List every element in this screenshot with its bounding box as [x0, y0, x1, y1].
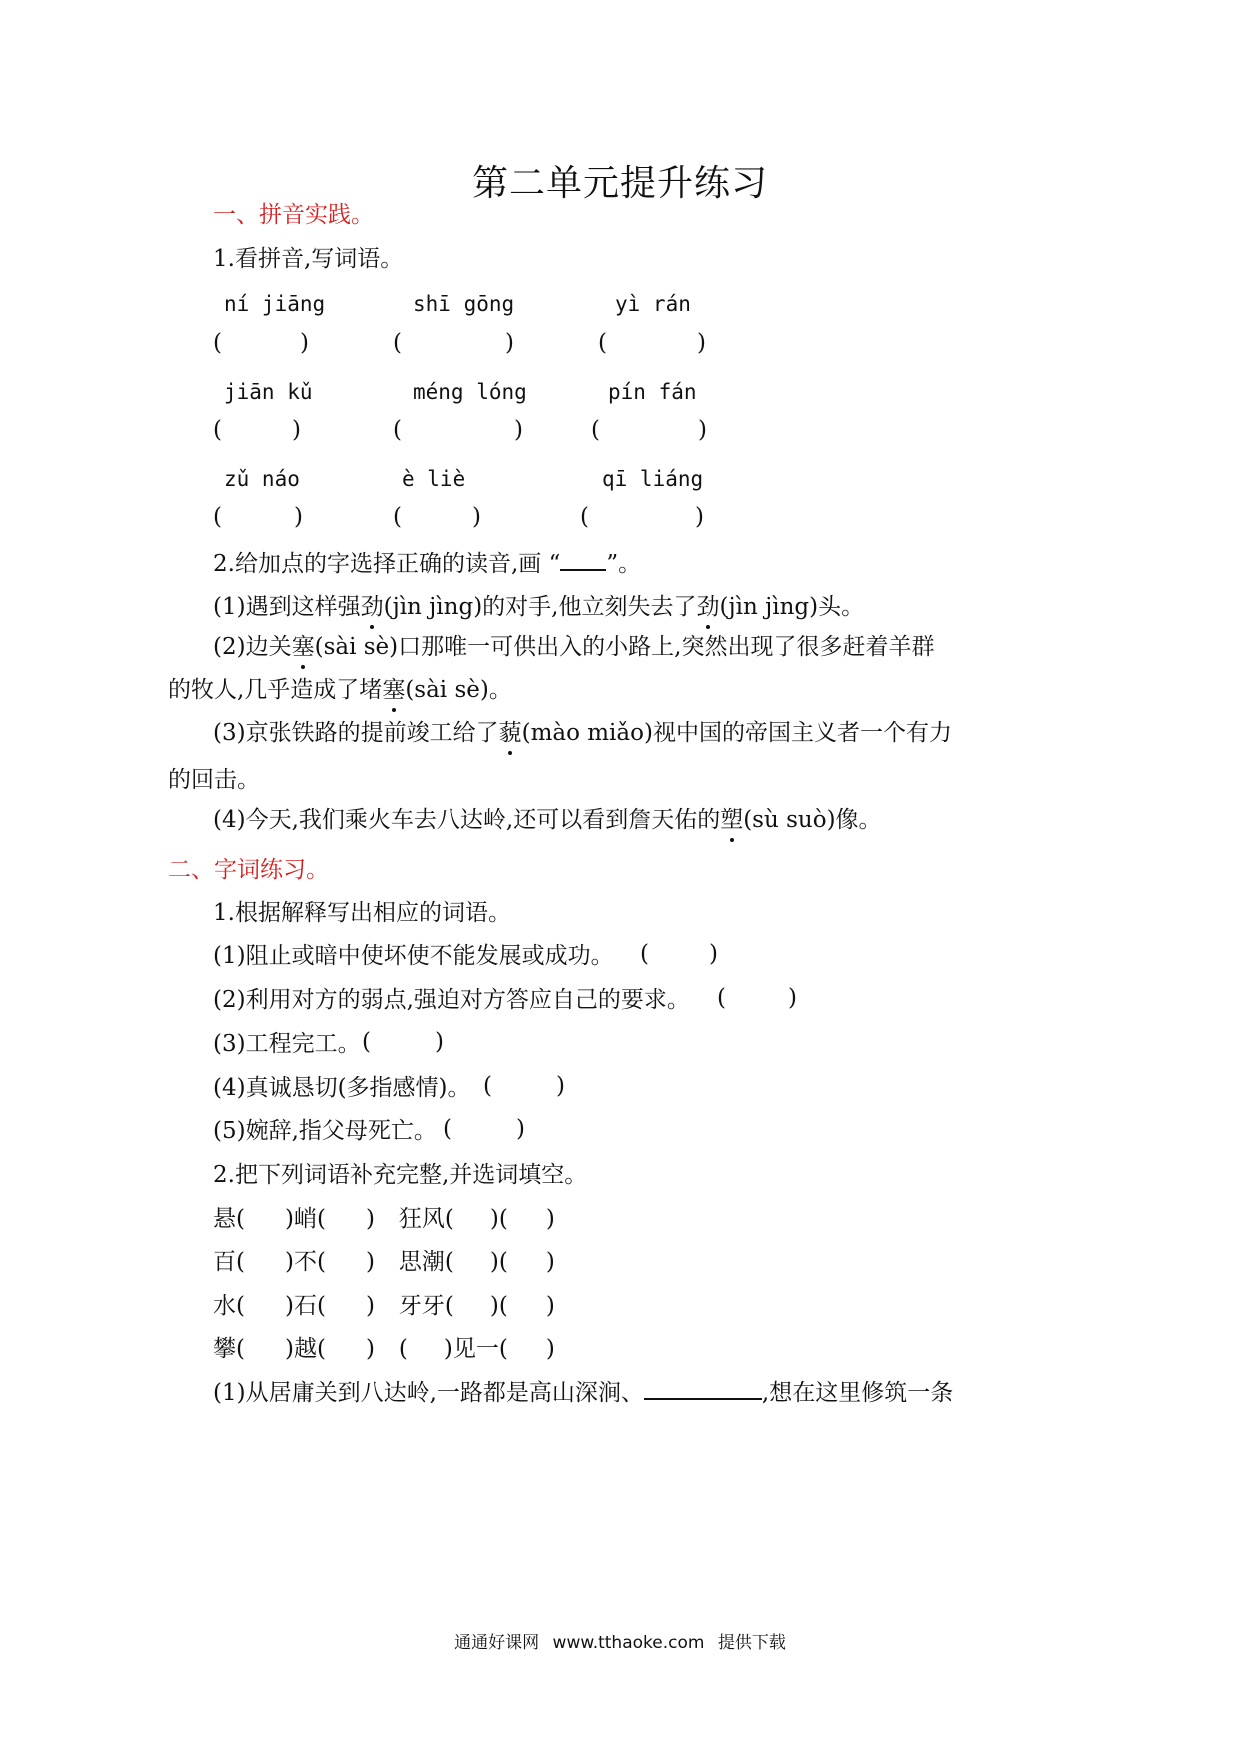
definition-2 [213, 985, 690, 1015]
definition-text: (5)婉辞,指父母死亡。 [213, 1118, 437, 1144]
dotted-char: 塞 [382, 677, 406, 703]
paren-open: ( [393, 330, 402, 356]
fill-row-3 [213, 1291, 555, 1321]
definition-answer-5[interactable] [443, 1116, 525, 1142]
definition-4 [213, 1073, 471, 1103]
item-text: (3)京张铁路的提前竣工给了 [213, 720, 499, 746]
fill-part: ) [545, 1249, 555, 1275]
dotted-char: 塑 [720, 807, 744, 833]
pinyin-1-1: ní jiāng [224, 292, 326, 316]
fill-part: ) [365, 1293, 375, 1319]
paren-close: ) [513, 417, 523, 443]
fill-part: )见一( [443, 1336, 508, 1362]
fill-part: 思潮( [398, 1249, 454, 1275]
page-title: 第二单元提升练习 [471, 163, 768, 204]
reading-item-1 [213, 592, 864, 622]
reading-item-3-cont: 的回击。 [168, 767, 260, 793]
section1-question2 [213, 549, 641, 579]
pinyin-1-2: shī gōng [413, 292, 515, 316]
definition-1 [213, 941, 614, 971]
item-text: (jìn jìng)的对手,他立刻失去了 [383, 594, 697, 620]
fill-part: 攀( [213, 1336, 245, 1362]
fill-part: 悬( [213, 1206, 245, 1232]
page-footer [0, 1628, 1240, 1653]
paren-close: ) [708, 941, 718, 967]
item-text: 的牧人,几乎造成了堵 [168, 677, 383, 703]
pinyin-3-3: qī liáng [602, 467, 704, 491]
answer-box-3-1[interactable] [213, 504, 303, 530]
fill-part: ) [545, 1206, 555, 1232]
dotted-char: 藐 [498, 720, 522, 746]
paren-close: ) [697, 417, 707, 443]
sentence-text: (1)从居庸关到八达岭,一路都是高山深涧、 [213, 1380, 644, 1406]
section1-question1: 1.看拼音,写词语。 [213, 246, 404, 272]
paren-close: ) [291, 417, 301, 443]
answer-box-1-1[interactable] [213, 330, 309, 356]
paren-open: ( [483, 1073, 492, 1099]
paren-close: ) [515, 1116, 525, 1142]
definition-answer-4[interactable] [483, 1073, 565, 1099]
paren-close: ) [555, 1073, 565, 1099]
fill-part: ) [545, 1336, 555, 1362]
answer-box-2-1[interactable] [213, 417, 301, 443]
answer-box-2-2[interactable] [393, 417, 523, 443]
paren-open: ( [640, 941, 649, 967]
reading-item-2 [213, 632, 934, 662]
footer-url[interactable]: www.tthaoke.com [552, 1633, 705, 1653]
paren-open: ( [362, 1029, 371, 1055]
fill-part: )越( [284, 1336, 326, 1362]
definition-text: (3)工程完工。 [213, 1031, 361, 1057]
item-text: (2)边关 [213, 634, 292, 660]
item-text: (mào miǎo)视中国的帝国主义者一个有力 [521, 720, 952, 746]
underline-sample [560, 569, 606, 571]
fill-part: ) [545, 1293, 555, 1319]
footer-download-text: 提供下载 [717, 1633, 786, 1653]
section2-question1: 1.根据解释写出相应的词语。 [213, 900, 511, 926]
fill-sentence-1 [213, 1378, 953, 1408]
answer-box-2-3[interactable] [591, 417, 707, 443]
paren-close: ) [299, 330, 309, 356]
paren-open: ( [213, 330, 222, 356]
paren-open: ( [591, 417, 600, 443]
paren-close: ) [787, 985, 797, 1011]
question2-suffix: ”。 [606, 551, 642, 577]
fill-part: 牙牙( [398, 1293, 454, 1319]
fill-part: )( [489, 1249, 508, 1275]
paren-open: ( [598, 330, 607, 356]
paren-open: ( [580, 504, 589, 530]
definition-text: (1)阻止或暗中使坏使不能发展或成功。 [213, 943, 614, 969]
paren-open: ( [717, 985, 726, 1011]
pinyin-3-1: zǔ náo [224, 467, 300, 491]
fill-part: )( [489, 1293, 508, 1319]
paren-close: ) [504, 330, 514, 356]
pinyin-1-3: yì rán [615, 292, 691, 316]
answer-underline[interactable] [644, 1398, 762, 1400]
item-text: (4)今天,我们乘火车去八达岭,还可以看到詹天佑的 [213, 807, 721, 833]
paren-open: ( [213, 417, 222, 443]
fill-row-1 [213, 1204, 555, 1234]
reading-item-2-cont [168, 675, 512, 705]
definition-answer-1[interactable] [640, 941, 718, 967]
fill-part: ( [398, 1336, 408, 1362]
definition-text: (4)真诚恳切(多指感情)。 [213, 1075, 471, 1101]
paren-close: ) [471, 504, 481, 530]
fill-row-2 [213, 1247, 555, 1277]
pinyin-2-1: jiān kǔ [224, 380, 313, 404]
footer-site-name: 通通好课网 [454, 1633, 540, 1653]
fill-part: )峭( [284, 1206, 326, 1232]
pinyin-2-3: pín fán [608, 380, 697, 404]
answer-box-3-2[interactable] [393, 504, 481, 530]
item-text: (1)遇到这样强 [213, 594, 361, 620]
question2-prefix: 2.给加点的字选择正确的读音,画 “ [213, 551, 561, 577]
definition-answer-3[interactable] [362, 1029, 444, 1055]
fill-part: )不( [284, 1249, 326, 1275]
reading-item-3 [213, 718, 952, 748]
paren-close: ) [434, 1029, 444, 1055]
reading-item-4 [213, 805, 882, 835]
section2-heading: 二、字词练习。 [168, 857, 329, 883]
definition-3 [213, 1029, 361, 1059]
dotted-char: 塞 [291, 634, 315, 660]
answer-box-1-3[interactable] [598, 330, 706, 356]
section1-heading: 一、拼音实践。 [213, 202, 374, 228]
definition-answer-2[interactable] [717, 985, 797, 1011]
paren-close: ) [694, 504, 704, 530]
paren-open: ( [443, 1116, 452, 1142]
paren-open: ( [393, 417, 402, 443]
item-text: (sài sè)口那唯一可供出入的小路上,突然出现了很多赶着羊群 [314, 634, 935, 660]
paren-close: ) [293, 504, 303, 530]
fill-part: 狂风( [398, 1206, 454, 1232]
sentence-text: ,想在这里修筑一条 [761, 1380, 954, 1406]
fill-part: )石( [284, 1293, 326, 1319]
fill-part: ) [365, 1336, 375, 1362]
fill-row-4 [213, 1334, 555, 1364]
dotted-char: 劲 [696, 594, 720, 620]
fill-part: 百( [213, 1249, 245, 1275]
item-text: (sài sè)。 [405, 677, 512, 703]
section2-question2: 2.把下列词语补充完整,并选词填空。 [213, 1162, 588, 1188]
paren-open: ( [213, 504, 222, 530]
item-text: (sù suò)像。 [743, 807, 882, 833]
fill-part: ) [365, 1249, 375, 1275]
fill-part: 水( [213, 1293, 245, 1319]
definition-text: (2)利用对方的弱点,强迫对方答应自己的要求。 [213, 987, 690, 1013]
paren-open: ( [393, 504, 402, 530]
paren-close: ) [696, 330, 706, 356]
pinyin-2-2: méng lóng [413, 380, 527, 404]
fill-part: )( [489, 1206, 508, 1232]
answer-box-3-3[interactable] [580, 504, 704, 530]
pinyin-3-2: è liè [402, 467, 466, 491]
fill-part: ) [365, 1206, 375, 1232]
dotted-char: 劲 [360, 594, 384, 620]
item-text: (jìn jìng)头。 [719, 594, 865, 620]
answer-box-1-2[interactable] [393, 330, 514, 356]
definition-5 [213, 1116, 437, 1146]
